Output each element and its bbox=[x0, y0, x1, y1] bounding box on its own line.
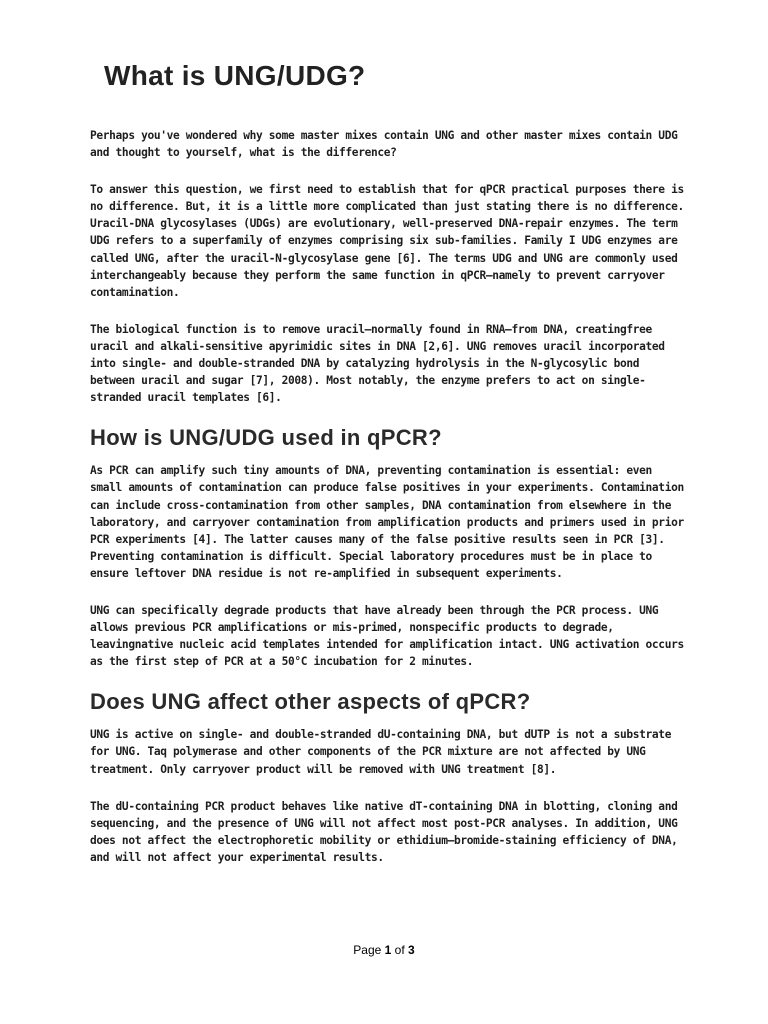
total-pages: 3 bbox=[408, 943, 415, 957]
paragraph-contamination: As PCR can amplify such tiny amounts of DNA, preventing contamination is essential: even small amounts of contamination can produce false positives in your experiments. Contamination can include cross-contamination from other samples, DNA contamination from elsewhere in the laboratory, and carryover contamination from amplification products and primers used in prior PCR experiments [4]. The latter causes many of the false positive results seen in PCR [3]. Preventing contamination is difficult. Special laboratory procedures must be in place to ensure leftover DNA residue is not re-amplified in subsequent experiments. bbox=[90, 464, 684, 580]
section-heading-how-used: How is UNG/UDG used in qPCR? bbox=[90, 425, 442, 451]
document-body bbox=[90, 127, 690, 866]
paragraph-du-product: The dU-containing PCR product behaves like native dT-containing DNA in blotting, cloning and sequencing, and the presence of UNG will not affect most post-PCR analyses. In addition, UNG does not affect the electrophoretic mobility or ethidium–bromide-staining efficiency of DNA, and will not affect your experimental results. bbox=[90, 799, 678, 864]
paragraph-answer: To answer this question, we first need to establish that for qPCR practical purposes there is no difference. But, it is a little more complicated than just stating there is no difference. Uracil-DNA glycosylases (UDGs) are evolutionary, well-preserved DNA-repair enzymes. The term UDG refers to a superfamily of enzymes comprising six sub-families. Family I UDG enzymes are called UNG, after the uracil-N-glycosylase gene [6]. The terms UDG and UNG are commonly used interchangeably because they perform the same function in qPCR—namely to prevent carryover contamination. bbox=[90, 183, 684, 299]
page-label: Page bbox=[353, 943, 382, 957]
paragraph-biological-function: The biological function is to remove uracil—normally found in RNA—from DNA, creatingfree uracil and alkali-sensitive apyrimidic sites in DNA [2,6]. UNG removes uracil incorporated into single- and double-stranded DNA by catalyzing hydrolysis in the N-glycosylic bond between uracil and sugar [7], 2008). Most notably, the enzyme prefers to act on single-stranded uracil templates [6]. bbox=[90, 322, 665, 405]
paragraph-intro: Perhaps you've wondered why some master mixes contain UNG and other master mixes contain UDG and thought to yourself, what is the difference? bbox=[90, 129, 678, 160]
of-label: of bbox=[394, 943, 405, 957]
page-number-footer bbox=[0, 943, 768, 957]
paragraph-ung-degrade: UNG can specifically degrade products that have already been through the PCR process. UNG allows previous PCR amplifications or mis-primed, nonspecific products to degrade, leavingnative nucleic acid templates intended for amplification intact. UNG activation occurs as the first step of PCR at a 50°C incubation for 2 minutes. bbox=[90, 603, 684, 669]
paragraph-ung-active: UNG is active on single- and double-stranded dU-containing DNA, but dUTP is not a substrate for UNG. Taq polymerase and other components of the PCR mixture are not affected by UNG treatment. Only carryover product will be removed with UNG treatment [8]. bbox=[90, 728, 672, 776]
page-title: What is UNG/UDG? bbox=[104, 60, 366, 91]
section-heading-other-aspects: Does UNG affect other aspects of qPCR? bbox=[90, 689, 531, 715]
current-page: 1 bbox=[384, 943, 392, 957]
